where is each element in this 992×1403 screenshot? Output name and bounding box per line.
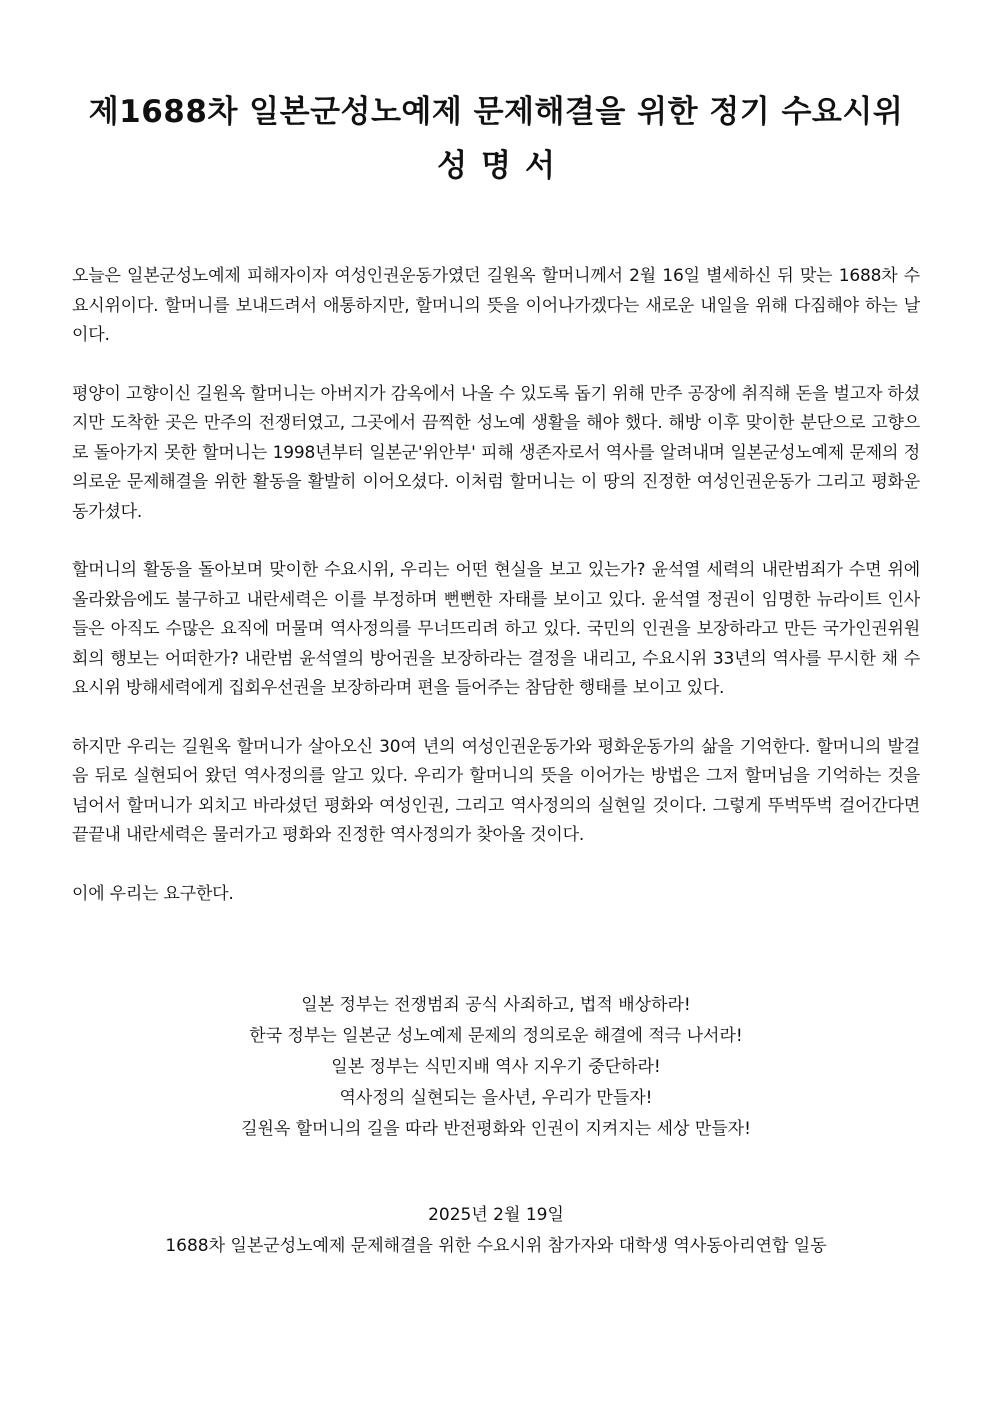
demand-item-1: 일본 정부는 전쟁범죄 공식 사죄하고, 법적 배상하라! — [301, 995, 691, 1015]
signatory: 1688차 일본군성노예제 문제해결을 위한 수요시위 참가자와 대학생 역사동아리연합 일동 — [165, 1236, 827, 1256]
demands-list — [72, 990, 920, 1145]
demand-item-4: 역사정의 실현되는 을사년, 우리가 만들자! — [339, 1088, 653, 1108]
paragraph-3: 할머니의 활동을 돌아보며 맞이한 수요시위, 우리는 어떤 현실을 보고 있는가? 윤석열 세력의 내란범죄가 수면 위에 올라왔음에도 불구하고 내란세력은 이를 부정하며 뻔뻔한 자태를 보이고 있다. 윤석열 정권이 임명한 뉴라이트 인사들은 아직도 수많은 요직에 머물며 역사정의를 무너뜨리려 하고 있다. 국민의 인권을 보장하라고 만든 국가인권위원회의 행보는 어떠한가? 내란범 윤석열의 방어권을 보장하라는 결정을 내리고, 수요시위 33년의 역사를 무시한 채 수요시위 방해세력에게 집회우선권을 보장하라며 편을 들어주는 참담한 행태를 보이고 있다. — [72, 560, 920, 698]
statement-date: 2025년 2월 19일 — [428, 1205, 564, 1225]
document-subtitle: 성명서 — [437, 148, 569, 184]
demand-item-3: 일본 정부는 식민지배 역사 지우기 중단하라! — [331, 1057, 661, 1077]
demand-item-5: 길원옥 할머니의 길을 따라 반전평화와 인권이 지켜지는 세상 만들자! — [241, 1119, 751, 1139]
paragraph-4: 하지만 우리는 길원옥 할머니가 살아오신 30여 년의 여성인권운동가와 평화운동가의 삶을 기억한다. 할머니의 발걸음 뒤로 실현되어 왔던 역사정의를 알고 있다. 우리가 할머니의 뜻을 이어가는 방법은 그저 할머님을 기억하는 것을 넘어서 할머니가 외치고 바라셨던 평화와 여성인권, 그리고 역사정의의 실현일 것이다. 그렇게 뚜벅뚜벅 걸어간다면 끝끝내 내란세력은 물러가고 평화와 진정한 역사정의가 찾아올 것이다. — [72, 736, 920, 845]
document-title: 제1688차 일본군성노예제 문제해결을 위한 정기 수요시위 — [88, 94, 904, 130]
paragraph-1: 오늘은 일본군성노예제 피해자이자 여성인권운동가였던 길원옥 할머니께서 2월 16일 별세하신 뒤 맞는 1688차 수요시위이다. 할머니를 보내드려서 애통하지만, 할머니의 뜻을 이어나가겠다는 새로운 내일을 위해 다짐해야 하는 날이다. — [72, 266, 920, 345]
paragraph-5: 이에 우리는 요구한다. — [72, 883, 234, 904]
signature-block — [72, 1200, 920, 1262]
statement-body — [72, 262, 920, 938]
demand-item-2: 한국 정부는 일본군 성노예제 문제의 정의로운 해결에 적극 나서라! — [249, 1026, 743, 1046]
paragraph-2: 평양이 고향이신 길원옥 할머니는 아버지가 감옥에서 나올 수 있도록 돕기 위해 만주 공장에 취직해 돈을 벌고자 하셨지만 도착한 곳은 만주의 전쟁터였고, 그곳에서 끔찍한 성노예 생활을 해야 했다. 해방 이후 맞이한 분단으로 고향으로 돌아가지 못한 할머니는 1998년부터 일본군'위안부' 피해 생존자로서 역사를 알려내며 일본군성노예제 문제의 정의로운 문제해결을 위한 활동을 활발히 이어오셨다. 이처럼 할머니는 이 땅의 진정한 여성인권운동가 그리고 평화운동가셨다. — [72, 383, 920, 522]
